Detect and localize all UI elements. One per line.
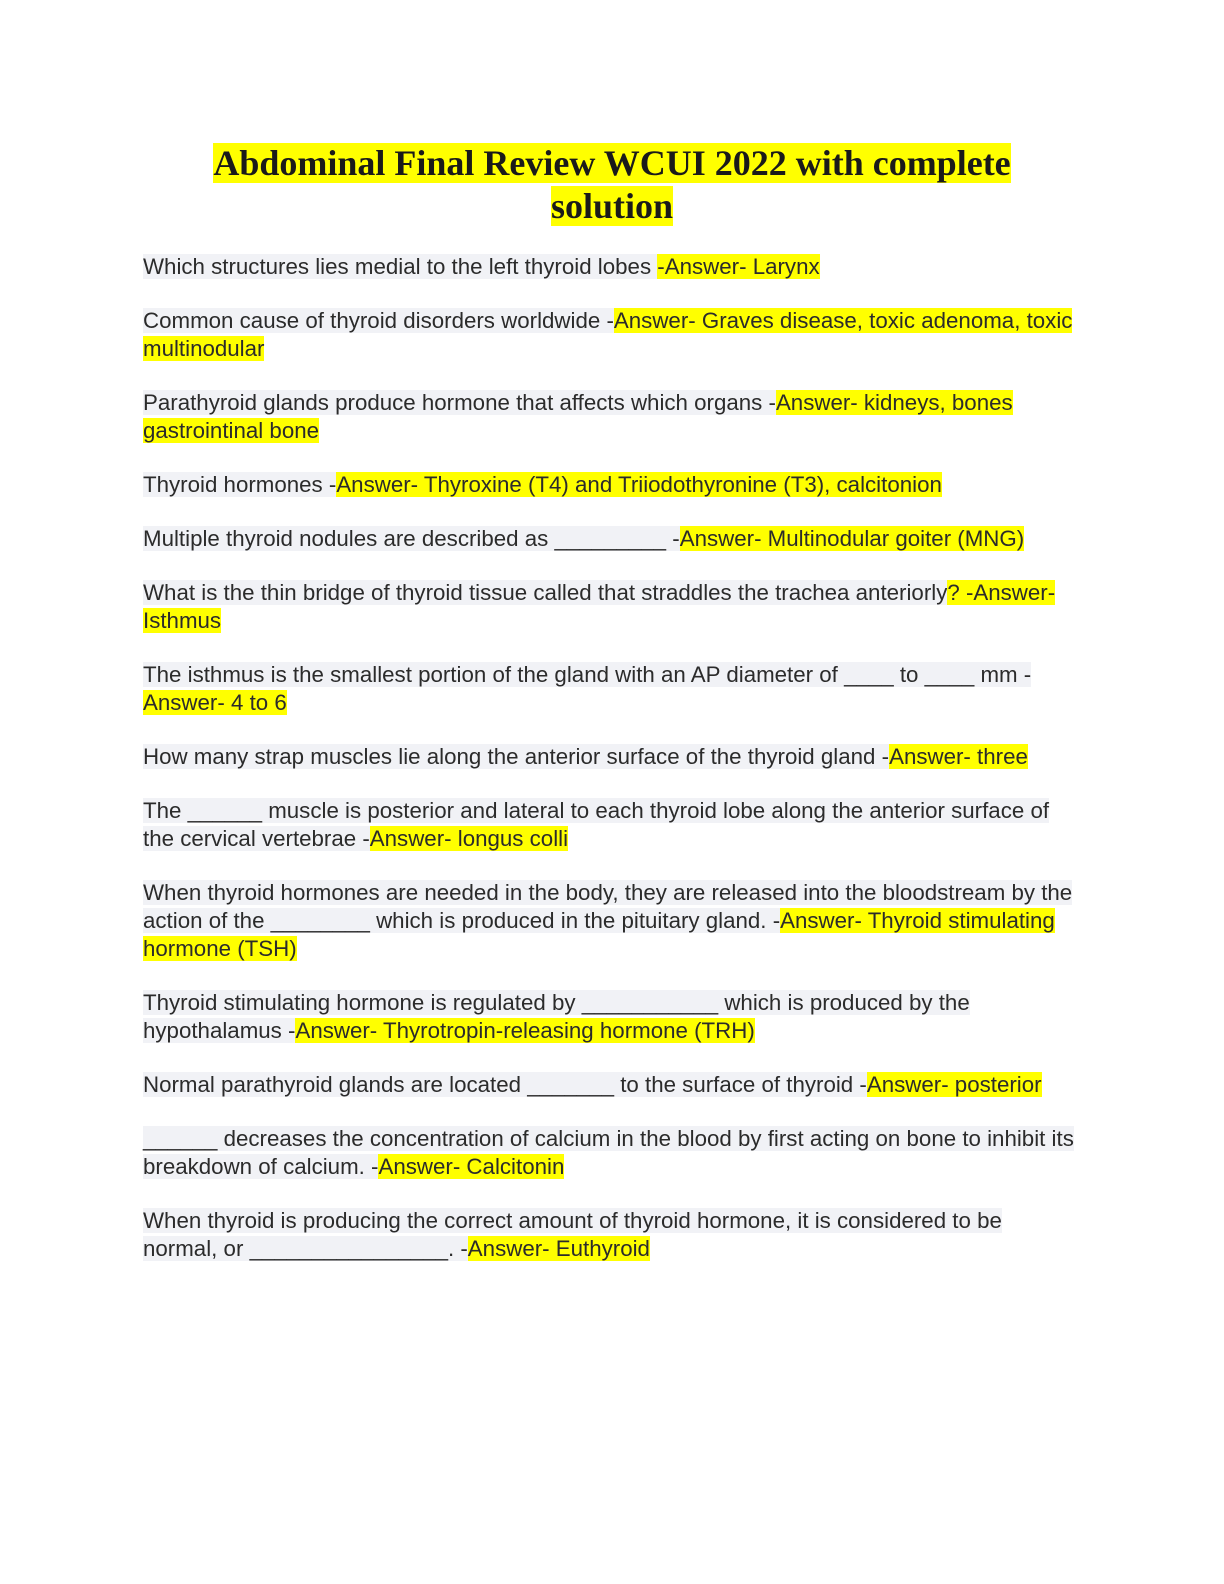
qa-item [143,879,1078,963]
question-text: Multiple thyroid nodules are described as _________ - [143,526,680,551]
answer-text: Answer- kidneys, bones gastrointinal bone [143,390,1013,443]
answer-text: Answer- longus colli [369,826,569,851]
question-text: Thyroid stimulating hormone is regulated by ___________ which is produced by the hypothalamus - [143,990,970,1043]
answer-text: Answer- Euthyroid [467,1236,650,1261]
title-line-2: solution [550,186,674,226]
qa-item [143,1071,1078,1099]
answer-text: Answer- three [889,744,1028,769]
answer-text: ? -Answer- Isthmus [143,580,1056,633]
question-text: Common cause of thyroid disorders worldwide - [143,308,614,333]
answer-text: Answer- Thyrotropin-releasing hormone (TRH) [295,1018,755,1043]
question-text: Normal parathyroid glands are located _______ to the surface of thyroid - [143,1072,867,1097]
qa-item [143,471,1078,499]
qa-item [143,525,1078,553]
question-text: ______ decreases the concentration of calcium in the blood by first acting on bone to inhibit its breakdown of calcium. - [143,1126,1074,1179]
answer-text: -Answer- Larynx [657,254,820,279]
answer-text: Answer- 4 to 6 [143,690,287,715]
question-text: How many strap muscles lie along the anterior surface of the thyroid gland - [143,744,890,769]
qa-item [143,661,1078,717]
answer-text: Answer- Multinodular goiter (MNG) [679,526,1025,551]
qa-item [143,389,1078,445]
question-text: What is the thin bridge of thyroid tissue called that straddles the trachea anteriorly [143,580,948,605]
qa-item [143,579,1078,635]
question-text: Which structures lies medial to the left thyroid lobes [143,254,658,279]
question-text: The ______ muscle is posterior and lateral to each thyroid lobe along the anterior surface of the cervical vertebrae - [143,798,1050,851]
qa-item [143,1125,1078,1181]
document-title [120,142,1104,228]
answer-text: Answer- Calcitonin [378,1154,565,1179]
question-text: When thyroid is producing the correct amount of thyroid hormone, it is considered to be normal, or ________________. - [143,1208,1002,1261]
answer-text: Answer- Thyroid stimulating hormone (TSH) [143,908,1055,961]
question-text: The isthmus is the smallest portion of the gland with an AP diameter of ____ to ____ mm - [143,662,1032,687]
answer-text: Answer- Thyroxine (T4) and Triiodothyronine (T3), calcitonion [336,472,942,497]
qa-item [143,1207,1078,1263]
answer-text: Answer- posterior [866,1072,1042,1097]
question-answer-list [143,253,1078,1289]
title-line-1: Abdominal Final Review WCUI 2022 with complete [213,143,1011,183]
qa-item [143,307,1078,363]
qa-item [143,743,1078,771]
qa-item [143,253,1078,281]
answer-text: Answer- Graves disease, toxic adenoma, toxic multinodular [143,308,1073,361]
question-text: Parathyroid glands produce hormone that affects which organs - [143,390,776,415]
question-text: Thyroid hormones - [143,472,337,497]
qa-item [143,989,1078,1045]
question-text: When thyroid hormones are needed in the body, they are released into the bloodstream by the action of the ________ which is produced in the pituitary gland. - [143,880,1073,933]
qa-item [143,797,1078,853]
